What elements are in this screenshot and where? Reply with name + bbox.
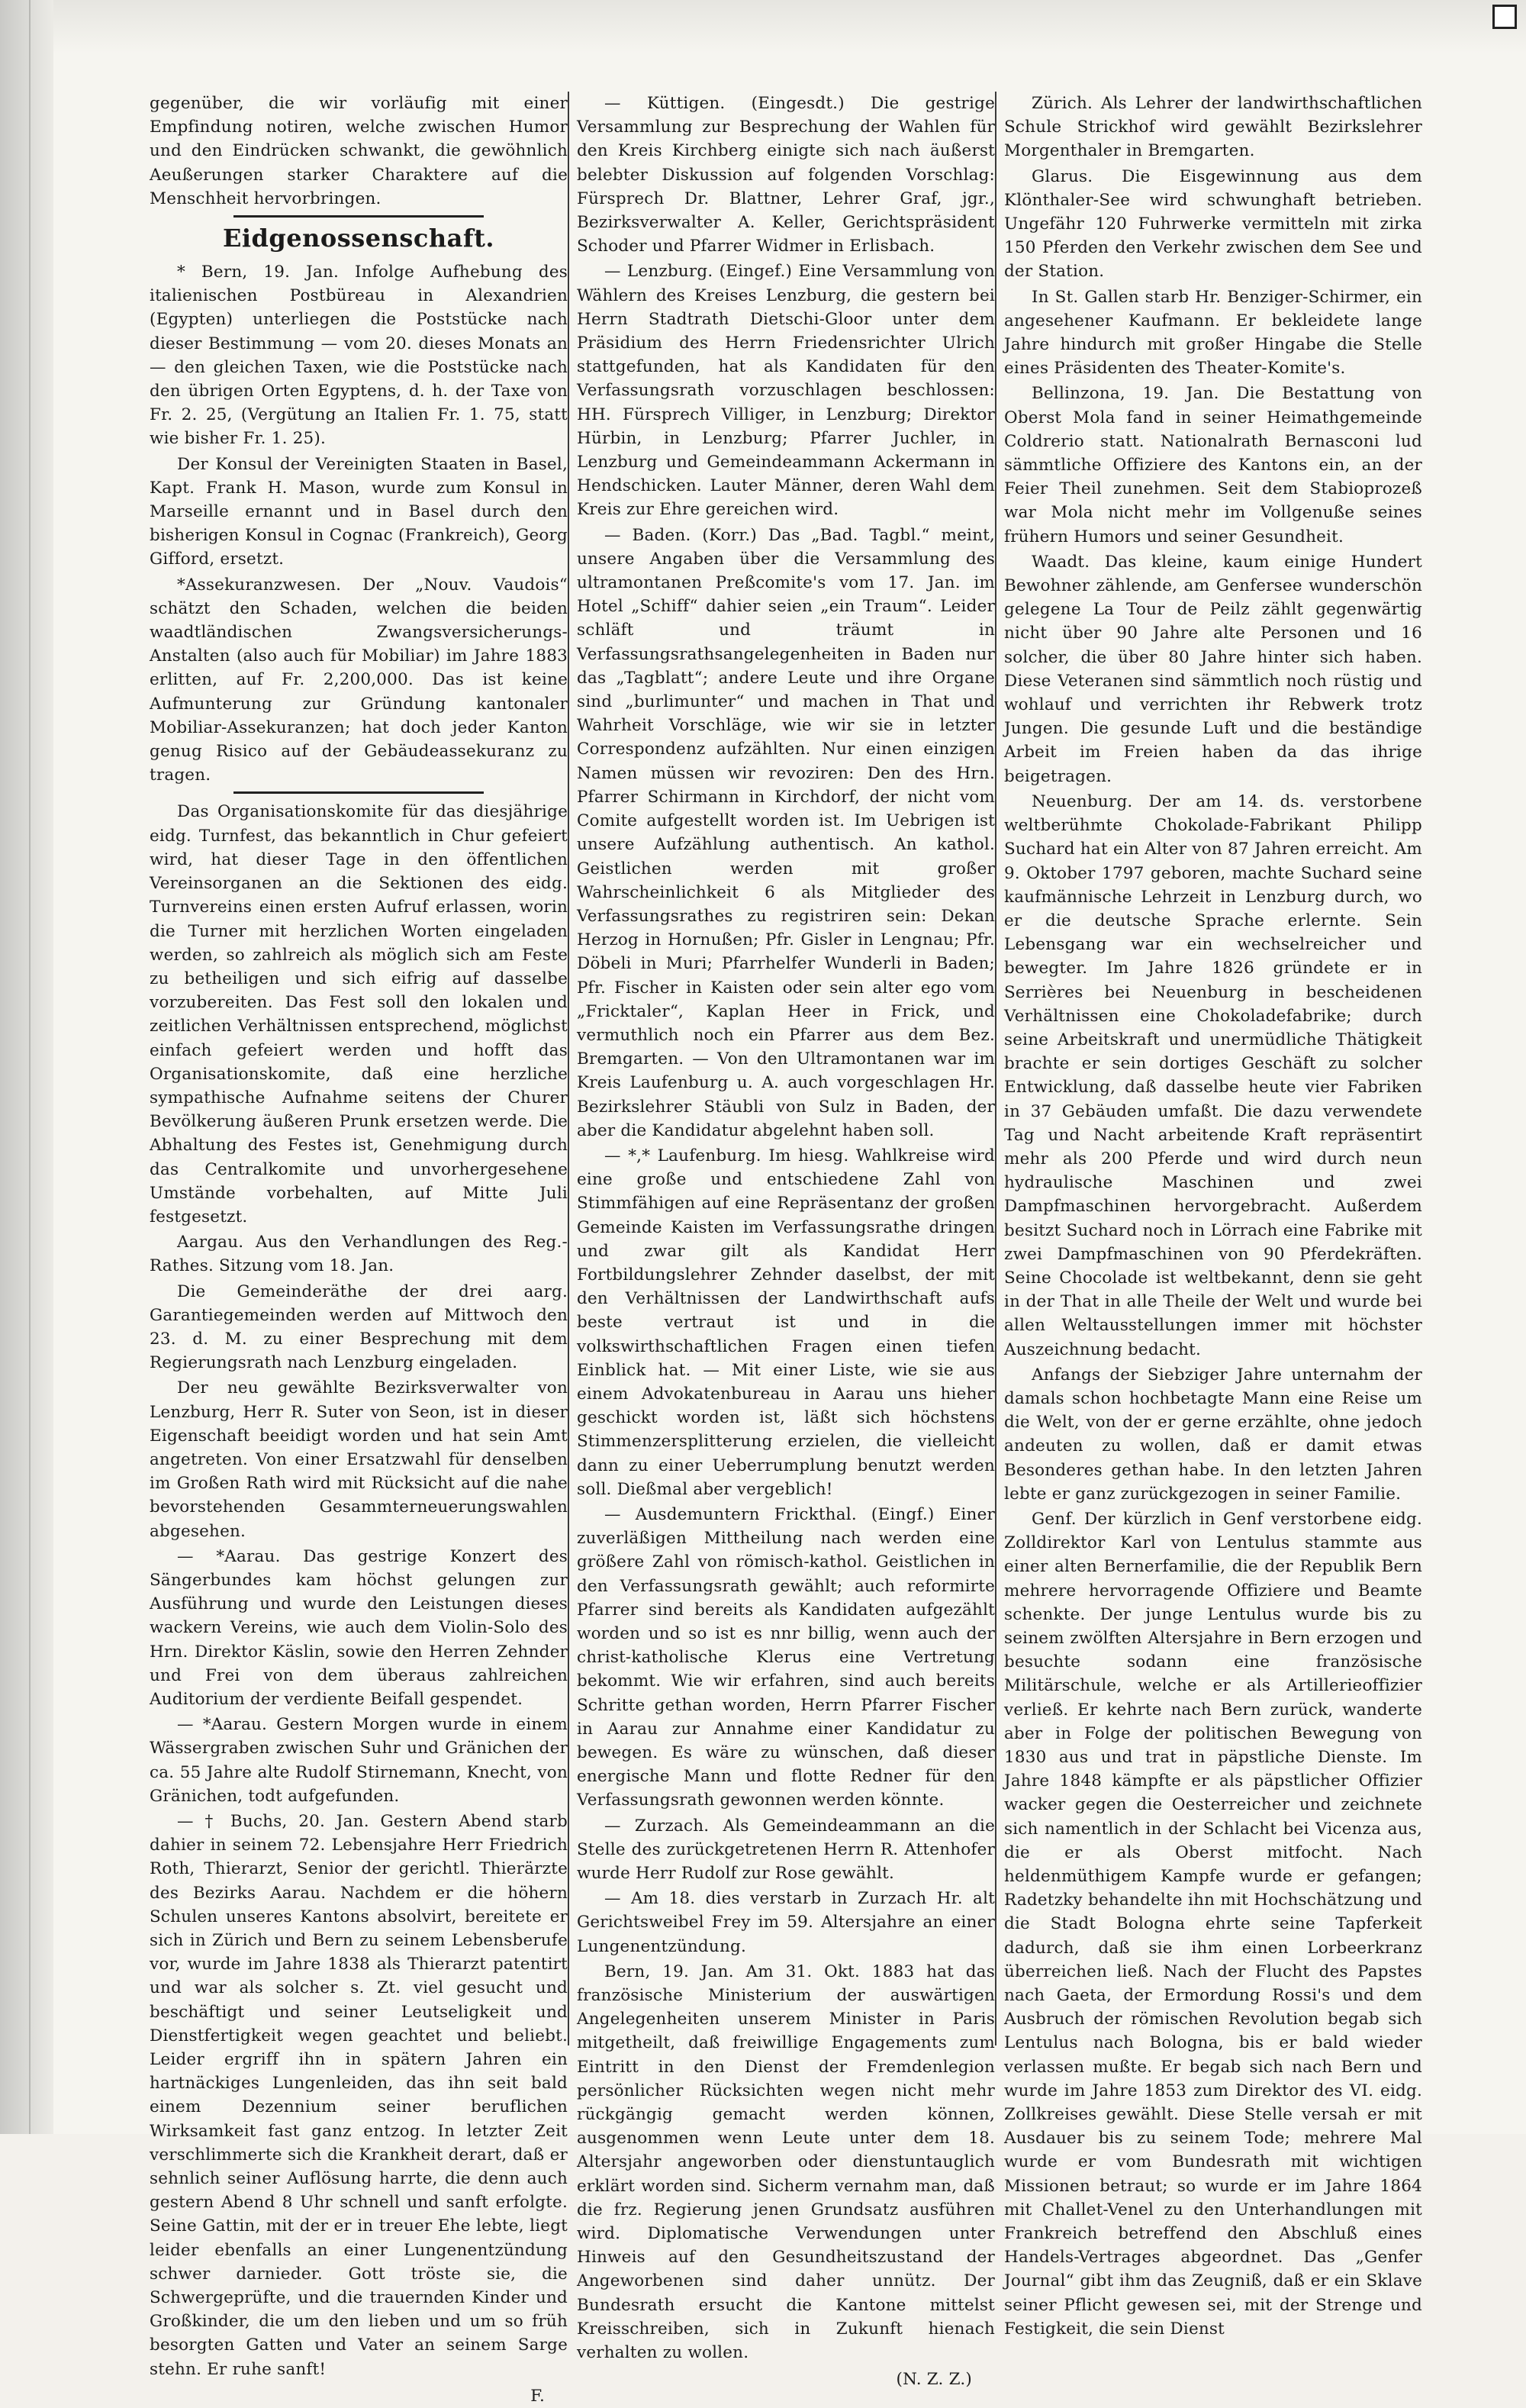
article-source: (N. Z. Z.) bbox=[896, 2370, 972, 2390]
column-2 bbox=[577, 92, 995, 2390]
corner-marker bbox=[1492, 5, 1517, 29]
page-top-margin bbox=[53, 0, 1526, 53]
article-text: — *,* Laufenburg. Im hiesg. Wahlkreise wird eine große und entschiedene Zahl von Stimmfähigen auf eine Repräsentanz der großen Gemeinde Kaisten im Verfassungsrathe dringen und zwar gilt als Kandidat Herr Fortbildungslehrer Zehnder daselbst, der mit den Verhältnissen der Landwirthschaft aufs beste vertraut ist und in die volkswirthschaftlichen Fragen einen tiefen Einblick hat. — Mit einer Liste, wie sie aus einem Advokatenbureau in Aarau uns hieher geschickt worden ist, läßt sich höchstens Stimmenzersplitterung erzielen, die vielleicht dann zu einer Ueberrumplung benutzt werden soll. Dießmal aber vergeblich! bbox=[577, 1146, 995, 1499]
article-text: gegenüber, die wir vorläufig mit einer Empfindung notiren, welche zwischen Humor und den Eindrücken schwankt, die gewöhnlich Aeußerungen starker Charaktere auf die Menschheit hervorbringen. bbox=[150, 94, 568, 208]
section-divider bbox=[233, 215, 485, 218]
article-text: — *Aarau. Das gestrige Konzert des Sängerbundes kam höchst gelungen zur Ausführung und wurde den Leistungen dieses wackern Vereins, wie auch dem Violin-Solo des Hrn. Direktor Käslin, sowie den Herren Zehnder und Frei von dem überaus zahlreichen Auditorium der verdiente Beifall gespendet. bbox=[150, 1546, 568, 1709]
article-text: *Assekuranzwesen. Der „Nouv. Vaudois“ schätzt den Schaden, welchen die beiden waadtländischen Zwangsversicherungs-Anstalten (also auch für Mobiliar) im Jahre 1883 erlitten, auf Fr. 2,200,000. Das ist keine Aufmunterung zur Gründung kantonaler Mobiliar-Assekuranzen; hat doch jeder Kanton genug Risico auf der Gebäudeassekuranz zu tragen. bbox=[150, 575, 568, 785]
article-text: Der neu gewählte Bezirksverwalter von Lenzburg, Herr R. Suter von Seon, ist in dieser Eigenschaft beeidigt worden und hat sein Amt angetreten. Von einer Ersatzwahl für denselben im Großen Rath wird mit Rücksicht auf die nahe bevorstehenden Gesammterneuerungswahlen abgesehen. bbox=[150, 1378, 568, 1541]
article-text: — *Aarau. Gestern Morgen wurde in einem Wässergraben zwischen Suhr und Gränichen der ca. 55 Jahre alte Rudolf Stirnemann, Knecht, von Gränichen, todt aufgefunden. bbox=[150, 1715, 568, 1806]
article-divider bbox=[233, 791, 485, 794]
section-heading: Eidgenossenschaft. bbox=[222, 224, 495, 253]
column-1 bbox=[150, 92, 568, 2406]
article-text: Der Konsul der Vereinigten Staaten in Basel, Kapt. Frank H. Mason, wurde zum Konsul in Marseille ernannt und in Basel durch den bisherigen Konsul in Cognac (Frankreich), Georg Gifford, ersetzt. bbox=[150, 454, 568, 569]
article-text: Neuenburg. Der am 14. ds. verstorbene weltberühmte Chokolade-Fabrikant Philipp Suchard hat ein Alter von 87 Jahren erreicht. Am 9. Oktober 1797 geboren, machte Suchard seine kaufmännische Lehrzeit in Lenzburg durch, wo er die deutsche Sprache erlernte. Sein Lebensgang war ein wechselreicher und bewegter. Im Jahre 1826 gründete er in Serrières bei Neuenburg in bescheidenen Verhältnissen eine Chokoladefabrike; durch seine Arbeitskraft und unermüdliche Thätigkeit brachte er sein dortiges Geschäft zu solcher Entwicklung, daß dasselbe heute vier Fabriken in 37 Gebäuden umfaßt. Die dazu verwendete Tag und Nacht arbeitende Kraft repräsentirt mehr als 200 Pferde und wird durch neun hydraulische Maschinen und zwei Dampfmaschinen hervorgebracht. Außerdem besitzt Suchard noch in Lörrach eine Fabrike mit zwei Dampfmaschinen von 90 Pferdekräften. Seine Chocolade ist weltbekannt, denn sie geht in der That in alle Theile der Welt und wurde bei allen Weltausstellungen immer mit höchster Auszeichnung bedacht. bbox=[1004, 791, 1422, 1359]
article-text: Das Organisationskomite für das diesjährige eidg. Turnfest, das bekanntlich in Chur gefeiert wird, hat dieser Tage in den öffentlichen Vereinsorganen an die Sektionen des eidg. Turnvereins einen ersten Aufruf erlassen, worin die Turner mit herzlichen Worten eingeladen werden, so zahlreich als möglich sich am Feste zu betheiligen und sich eifrig auf dasselbe vorzubereiten. Das Fest soll den lokalen und zeitlichen Verhältnissen entsprechend, möglichst einfach gefeiert werden und hofft das Organisationskomite, daß eine herzliche sympathische Aufnahme seitens der Churer Bevölkerung äußeren Prunk ersetzen werde. Die Abhaltung des Festes ist, Genehmigung durch das Centralkomite und unvorhergesehene Umstände vorbehalten, auf Mitte Juli festgesetzt. bbox=[150, 802, 568, 1227]
article-text: — Küttigen. (Eingesdt.) Die gestrige Versammlung zur Besprechung der Wahlen für den Kreis Kirchberg einigte sich nach äußerst belebter Diskussion auf folgenden Vorschlag: Fürsprech Dr. Blattner, Lehrer Graf, jgr., Bezirksverwalter A. Keller, Gerichtspräsident Schoder und Pfarrer Widmer in Erlisbach. bbox=[577, 94, 995, 256]
article-text: — Baden. (Korr.) Das „Bad. Tagbl.“ meint, unsere Angaben über die Versammlung des ultramontanen Preßcomite's vom 17. Jan. im Hotel „Schiff“ dahier seien „ein Traum“. Leider schläft und träumt in Verfassungsrathsangelegenheiten in Baden nur das „Tagblatt“; andere Leute und ihre Organe sind „burlimunter“ und machen in That und Wahrheit Vorschläge, wie wir sie in letzter Correspondenz aufzählten. Nur einen einzigen Namen müssen wir revoziren: Den des Hrn. Pfarrer Schirmann in Kirchdorf, der nicht vom Comite aufgestellt worden ist. Im Uebrigen ist unsere Aufzählung authentisch. An kathol. Geistlichen werden mit großer Wahrscheinlichkeit 6 als Mitglieder des Verfassungsrathes zu registriren sein: Dekan Herzog in Hornußen; Pfr. Gisler in Lengnau; Pfr. Döbeli in Muri; Pfarrhelfer Wunderli in Baden; Pfr. Fischer in Kaisten oder sein alter ego vom „Fricktaler“, Kaplan Heer in Frick, und vermuthlich noch ein Pfarrer aus dem Bez. Bremgarten. — Von den Ultramontanen war im Kreis Laufenburg u. A. auch vorgeschlagen Hr. Bezirkslehrer Stäubli von Sulz in Baden, der aber die Kandidatur abgelehnt haben soll. bbox=[577, 525, 995, 1140]
column-3 bbox=[1004, 92, 1422, 2339]
article-text: — Lenzburg. (Eingef.) Eine Versammlung von Wählern des Kreises Lenzburg, die gestern bei Herrn Stadtrath Dietschi-Gloor unter dem Präsidium des Herrn Friedensrichter Ulrich stattgefunden, hat als Kandidaten für den Verfassungsrath vorzuschlagen beschlossen: HH. Fürsprech Villiger, in Lenzburg; Direktor Hürbin, in Lenzburg; Pfarrer Juchler, in Lenzburg und Gemeindeammann Ackermann in Hendschicken. Lauter Männer, deren Wahl dem Kreis zur Ehre gereichen wird. bbox=[577, 262, 995, 520]
page-edge-shadow bbox=[0, 0, 53, 2134]
article-text: Waadt. Das kleine, kaum einige Hundert Bewohner zählende, am Genfersee wunderschön gelegene La Tour de Peilz zählt gegenwärtig nicht über 90 Jahre alte Personen und 16 solcher, die über 80 Jahre hinter sich haben. Diese Veteranen sind sämmtlich noch rüstig und wohlauf und verrichten ihr Rebwerk trotz Jungen. Die gesunde Luft und die beständige Arbeit im Freien haben da das ihrige beigetragen. bbox=[1004, 552, 1422, 786]
article-text: — Ausdemuntern Frickthal. (Eingf.) Einer zuverläßigen Mittheilung nach werden eine größere Zahl von römisch-kathol. Geistlichen in den Verfassungsrath gewählt; auch reformirte Pfarrer sind bereits als Kandidaten aufgezählt worden und so ist es nnr billig, wenn auch der christ-katholische Klerus eine Vertretung bekommt. Wie wir erfahren, sind auch bereits Schritte gethan worden, Herrn Pfarrer Fischer in Aarau zur Annahme einer Kandidatur zu bewegen. Es wäre zu wünschen, daß dieser energische Mann und flotte Redner für den Verfassungsrath gewonnen werden könnte. bbox=[577, 1504, 995, 1810]
article-text: Die Gemeinderäthe der drei aarg. Garantiegemeinden werden auf Mittwoch den 23. d. M. zu einer Besprechung mit dem Regierungsrath nach Lenzburg eingeladen. bbox=[150, 1281, 568, 1373]
article-text: Anfangs der Siebziger Jahre unternahm der damals schon hochbetagte Mann eine Reise um die Welt, von der er gerne erzählte, ohne jedoch andeuten zu wollen, daß er damit etwas Besonderes gethan habe. In den letzten Jahren lebte er ganz zurückgezogen in seiner Familie. bbox=[1004, 1365, 1422, 1504]
article-text: Zürich. Als Lehrer der landwirthschaftlichen Schule Strickhof wird gewählt Bezirkslehrer Morgenthaler in Bremgarten. bbox=[1004, 94, 1422, 161]
article-text: — † Buchs, 20. Jan. Gestern Abend starb dahier in seinem 72. Lebensjahre Herr Friedrich Roth, Thierarzt, Senior der gerichtl. Thierärzte des Bezirks Aarau. Nachdem er die höhern Schulen unseres Kantons absolvirt, bereitete er sich in Zürich und Bern zu seinem Lebensberufe vor, wurde im Jahre 1838 als Thierarzt patentirt und war als solcher s. Zt. viel gesucht und beschäftigt und seiner Leutseligkeit und Dienstfertigkeit wegen geachtet und beliebt. Leider ergriff ihn in spätern Jahren ein hartnäckiges Lungenleiden, das ihn seit bald einem Dezennium seiner beruflichen Wirksamkeit fast ganz entzog. In letzter Zeit verschlimmerte sich die Krankheit derart, daß er sehnlich seiner Auflösung harrte, die denn auch gestern Abend 8 Uhr schnell und sanft erfolgte. Seine Gattin, mit der er in treuer Ehe lebte, liegt leider ebenfalls an einer Lungenentzündung schwer darnieder. Gott tröste sie, die Schwergeprüfte, und die trauernden Kinder und Großkinder, die um den lieben und um so früh besorgten Gatten und Vater an seinem Sarge stehn. Er ruhe sanft! bbox=[150, 1812, 568, 2379]
article-text: Aargau. Aus den Verhandlungen des Reg.-Rathes. Sitzung vom 18. Jan. bbox=[150, 1233, 568, 1276]
column-rule-1 bbox=[568, 92, 569, 2045]
article-text: — Am 18. dies verstarb in Zurzach Hr. alt Gerichtsweibel Frey im 59. Altersjahre an einer Lungenentzündung. bbox=[577, 1889, 995, 1956]
article-text: — Zurzach. Als Gemeindeammann an die Stelle des zurückgetretenen Herrn R. Attenhofer wurde Herr Rudolf zur Rose gewählt. bbox=[577, 1816, 995, 1884]
article-signature: F. bbox=[530, 2386, 545, 2406]
article-text: Bern, 19. Jan. Am 31. Okt. 1883 hat das französische Ministerium der auswärtigen Angelegenheiten unserem Minister in Paris mitgetheilt, daß freiwillige Engagements zum Eintritt in den Dienst der Fremdenlegion persönlicher Rücksichten wegen nicht mehr rückgängig gemacht werden können, ausgenommen wenn Leute unter dem 18. Altersjahr angeworben oder dienstuntauglich erklärt worden sind. Sicherm vernahm man, daß die frz. Regierung jenen Grundsatz ausführen wird. Diplomatische Verwendungen unter Hinweis auf den Gesundheitszustand der Angeworbenen sind daher unnütz. Der Bundesrath ersucht die Kantone mittelst Kreisschreiben, sich in Zukunft hienach verhalten zu wollen. bbox=[577, 1962, 995, 2363]
article-text: In St. Gallen starb Hr. Benziger-Schirmer, ein angesehener Kaufmann. Er bekleidete lange Jahre hindurch mit großer Hingabe die Stelle eines Präsidenten des Theater-Komite's. bbox=[1004, 287, 1422, 379]
article-text: Genf. Der kürzlich in Genf verstorbene eidg. Zolldirektor Karl von Lentulus stammte aus einer alten Bernerfamilie, die der Republik Bern mehrere hervorragende Offiziere und Beamte schenkte. Der junge Lentulus wurde bis zu seinem zwölften Altersjahre in Bern erzogen und besuchte sodann eine französische Militärschule, welche er als Artillerieoffizier verließ. Er kehrte nach Bern zurück, wanderte aber in Folge der politischen Bewegung von 1830 aus und trat in päpstliche Dienste. Im Jahre 1848 kämpfte er als päpstlicher Offizier wacker gegen die Oesterreicher und zeichnete sich namentlich in der Schlacht bei Vicenza aus, die er als Oberst mitfocht. Nach heldenmüthigem Kampfe wurde er gefangen; Radetzky behandelte ihn mit Hochschätzung und die Stadt Bologna ehrte seine Tapferkeit dadurch, daß sie ihm einen Lorbeerkranz überreichen ließ. Nach der Flucht des Papstes nach Gaeta, der Ermordung Rossi's und dem Ausbruch der römischen Revolution begab sich Lentulus nach Bologna, bis er bald wieder verlassen mußte. Er begab sich nach Bern und wurde im Jahre 1853 zum Direktor des VI. eidg. Zollkreises gewählt. Diese Stelle versah er mit Ausdauer bis zu seinem Tode; mehrere Mal wurde er vom Bundesrath mit wichtigen Missionen betraut; so wurde er im Jahre 1864 mit Challet-Venel zu den Unterhandlungen mit Frankreich betreffend den Abschluß eines Handels-Vertrages abgeordnet. Das „Genfer Journal“ gibt ihm das Zeugniß, daß er ein Sklave seiner Pflicht gewesen sei, mit der Strenge und Festigkeit, die sein Dienst bbox=[1004, 1509, 1422, 2339]
article-text: Glarus. Die Eisgewinnung aus dem Klönthaler-See wird schwunghaft betrieben. Ungefähr 120 Fuhrwerke vermitteln mit zirka 150 Pferden den Verkehr zwischen dem See und der Station. bbox=[1004, 166, 1422, 282]
article-text: Bellinzona, 19. Jan. Die Bestattung von Oberst Mola fand in seiner Heimathgemeinde Coldrerio statt. Nationalrath Bernasconi lud sämmtliche Offiziere des Kantons ein, an der Feier Theil zunehmen. Seit dem Stabioprozeß war Mola nicht mehr im Vollgenuße seines frühern Humors und seiner Gesundheit. bbox=[1004, 384, 1422, 546]
column-rule-2 bbox=[995, 92, 996, 2045]
article-text: * Bern, 19. Jan. Infolge Aufhebung des italienischen Postbüreau in Alexandrien (Egypten) unterliegen die Poststücke nach dieser Bestimmung — vom 20. dieses Monats an — den gleichen Taxen, wie die Poststücke nach den übrigen Orten Egyptens, d. h. der Taxe von Fr. 2. 25, (Vergütung an Italien Fr. 1. 75, statt wie bisher Fr. 1. 25). bbox=[150, 263, 568, 449]
